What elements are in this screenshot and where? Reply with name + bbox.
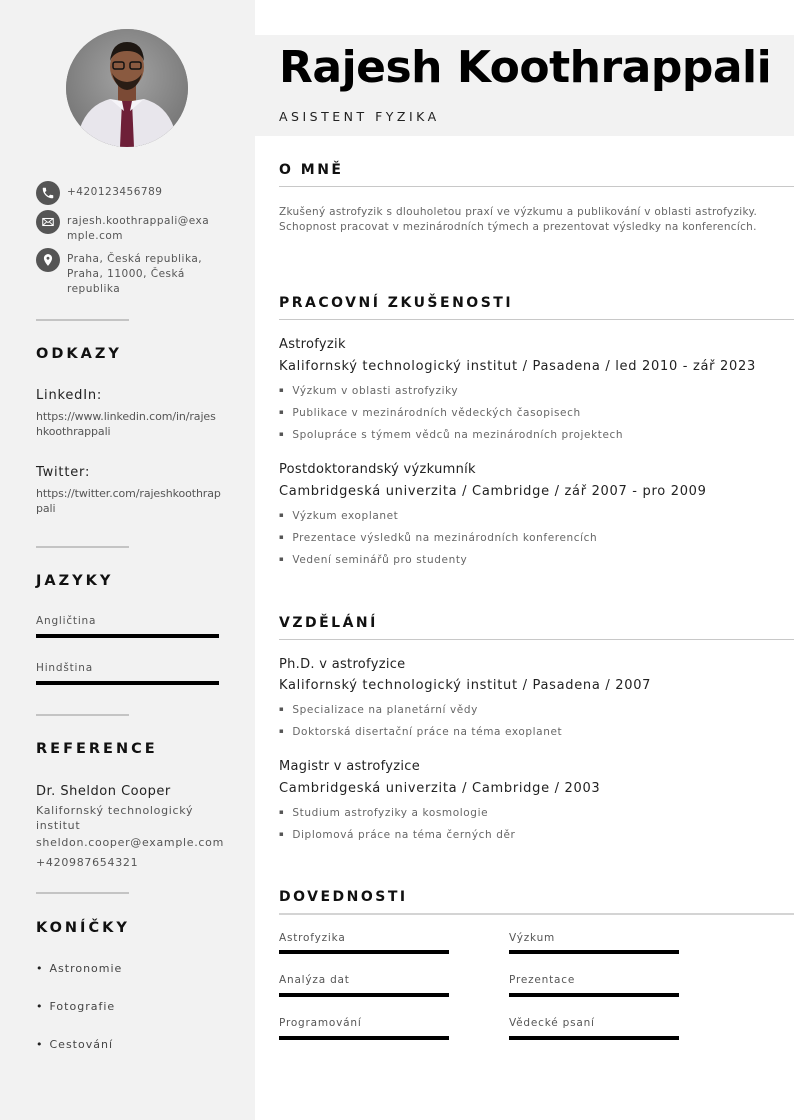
skill-level-bar xyxy=(279,993,449,997)
skill-name: Astrofyzika xyxy=(279,932,346,944)
degree-bullet: ▪ Studium astrofyziky a kosmologie xyxy=(279,807,488,819)
skill-name: Programování xyxy=(279,1017,362,1029)
job-title: Postdoktorandský výzkumník xyxy=(279,462,476,477)
degree-details: Kalifornský technologický institut / Pasadena / 2007 xyxy=(279,678,652,693)
sidebar xyxy=(0,0,255,1120)
sidebar-divider xyxy=(36,319,129,321)
sidebar-divider xyxy=(36,714,129,716)
skill-level-bar xyxy=(279,1036,449,1040)
sidebar-divider xyxy=(36,892,129,894)
skill-level-bar xyxy=(279,950,449,954)
language-level-bar xyxy=(36,681,219,685)
degree-title: Magistr v astrofyzice xyxy=(279,759,420,774)
degree-details: Cambridgeská univerzita / Cambridge / 2003 xyxy=(279,781,601,796)
job-bullet: ▪ Spolupráce s týmem vědců na mezinárodních projektech xyxy=(279,429,623,441)
linkedin-label: LinkedIn: xyxy=(36,388,103,403)
job-bullet: ▪ Výzkum exoplanet xyxy=(279,510,398,522)
twitter-label: Twitter: xyxy=(36,465,91,480)
experience-heading: PRACOVNÍ ZKUŠENOSTI xyxy=(279,295,514,311)
language-name: Hindština xyxy=(36,662,93,674)
job-bullet: ▪ Vedení seminářů pro studenty xyxy=(279,554,467,566)
location-pin-icon xyxy=(36,248,60,272)
degree-bullet: ▪ Specializace na planetární vědy xyxy=(279,704,478,716)
hobby-item: • Cestování xyxy=(36,1038,113,1051)
profile-photo xyxy=(66,29,188,147)
links-heading: ODKAZY xyxy=(36,346,122,362)
degree-bullet: ▪ Doktorská disertační práce na téma exoplanet xyxy=(279,726,562,738)
section-divider xyxy=(279,319,794,320)
languages-heading: JAZYKY xyxy=(36,573,114,589)
reference-email[interactable]: sheldon.cooper@example.com xyxy=(36,836,225,849)
education-heading: VZDĚLÁNÍ xyxy=(279,615,378,631)
contact-address xyxy=(36,248,207,297)
job-details: Kalifornský technologický institut / Pasadena / led 2010 - zář 2023 xyxy=(279,359,756,374)
linkedin-link[interactable]: https://www.linkedin.com/in/rajeshkoothrappali xyxy=(36,410,216,438)
job-bullet: ▪ Výzkum v oblasti astrofyziky xyxy=(279,385,458,397)
reference-heading: REFERENCE xyxy=(36,741,158,757)
address: Praha, Česká republika, Praha, 11000, Česká republika xyxy=(67,253,203,295)
reference-organization: Kalifornský technologický institut xyxy=(36,804,194,832)
contact-phone xyxy=(36,181,217,205)
job-details: Cambridgeská univerzita / Cambridge / zář 2007 - pro 2009 xyxy=(279,484,707,499)
skill-level-bar xyxy=(509,993,679,997)
about-heading: O MNĚ xyxy=(279,162,344,178)
hobby-item: • Astronomie xyxy=(36,962,122,975)
hobby-item: • Fotografie xyxy=(36,1000,115,1013)
skill-level-bar xyxy=(509,1036,679,1040)
twitter-link[interactable]: https://twitter.com/rajeshkoothrappali xyxy=(36,487,221,515)
hobbies-heading: KONÍČKY xyxy=(36,920,130,936)
skill-name: Prezentace xyxy=(509,974,576,986)
skills-heading: DOVEDNOSTI xyxy=(279,889,408,905)
phone-icon xyxy=(36,181,60,205)
degree-bullet: ▪ Diplomová práce na téma černých děr xyxy=(279,829,515,841)
language-level-bar xyxy=(36,634,219,638)
section-divider xyxy=(279,639,794,640)
reference-name: Dr. Sheldon Cooper xyxy=(36,784,171,799)
main-content xyxy=(255,0,794,1120)
job-bullet: ▪ Publikace v mezinárodních vědeckých časopisech xyxy=(279,407,581,419)
mail-icon xyxy=(36,210,60,234)
skill-name: Výzkum xyxy=(509,932,556,944)
contact-email xyxy=(36,210,217,244)
candidate-name: Rajesh Koothrappali xyxy=(279,42,772,93)
profile-photo-image xyxy=(66,29,188,147)
candidate-role: ASISTENT FYZIKA xyxy=(279,109,440,124)
job-bullet: ▪ Prezentace výsledků na mezinárodních konferencích xyxy=(279,532,597,544)
phone-number[interactable]: +420123456789 xyxy=(67,186,163,198)
skill-name: Vědecké psaní xyxy=(509,1017,595,1029)
skill-level-bar xyxy=(509,950,679,954)
reference-phone[interactable]: +420987654321 xyxy=(36,856,139,869)
about-text: Zkušený astrofyzik s dlouholetou praxí ve výzkumu a publikování v oblasti astrofyziky. Schopnost pracovat v mezinárodních týmech a prezentovat výsledky na konferencích. xyxy=(279,206,758,233)
section-divider xyxy=(279,186,794,187)
degree-title: Ph.D. v astrofyzice xyxy=(279,657,406,672)
language-name: Angličtina xyxy=(36,615,97,627)
skill-name: Analýza dat xyxy=(279,974,350,986)
sidebar-divider xyxy=(36,546,129,548)
email-address[interactable]: rajesh.koothrappali@example.com xyxy=(67,215,210,242)
job-title: Astrofyzik xyxy=(279,337,346,352)
section-divider xyxy=(279,913,794,915)
